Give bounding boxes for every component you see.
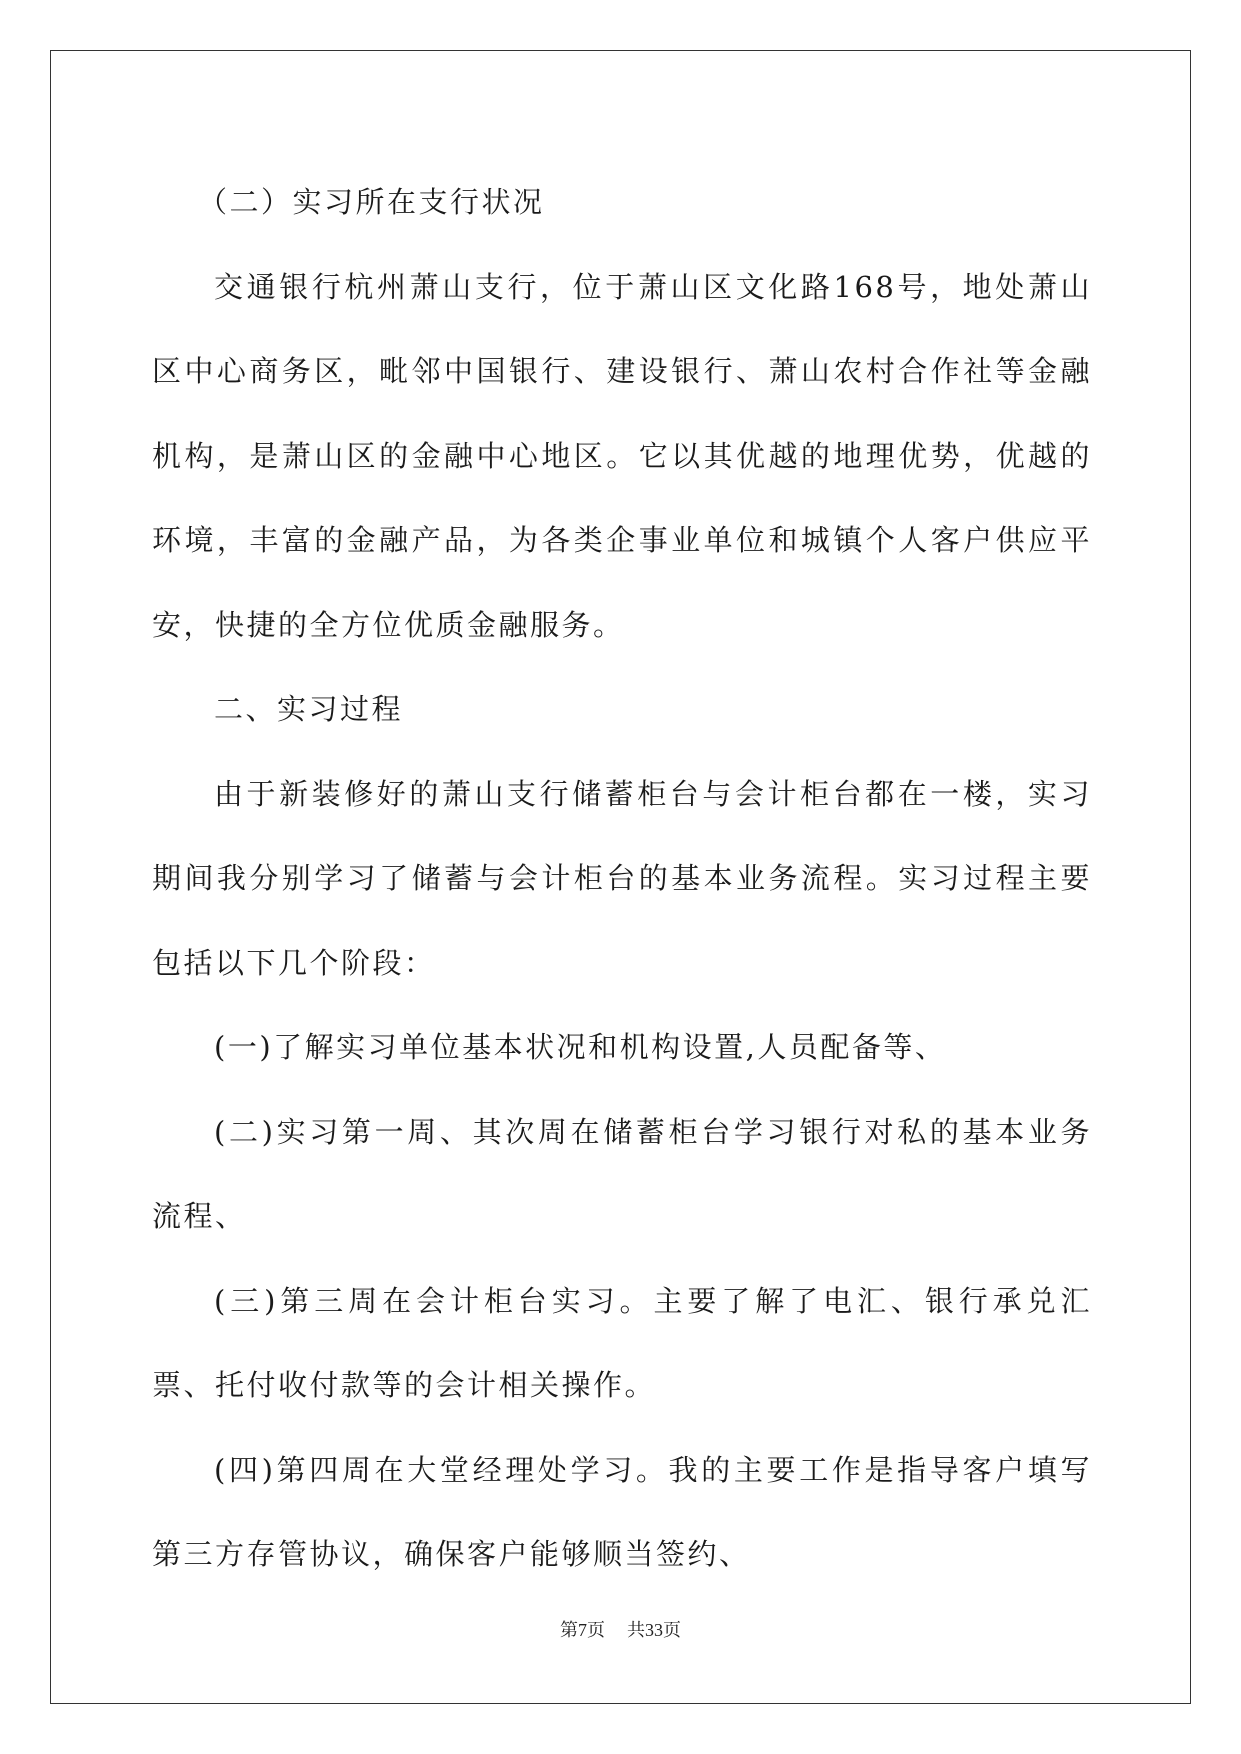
paragraph-process-intro: 由于新装修好的萧山支行储蓄柜台与会计柜台都在一楼，实习期间我分别学习了储蓄与会计柜台的基本业务流程。实习过程主要包括以下几个阶段：	[152, 776, 1092, 980]
subheading-branch-status: （二）实习所在支行状况	[198, 185, 545, 219]
paragraph-stage-4: (四)第四周在大堂经理处学习。我的主要工作是指导客户填写第三方存管协议，确保客户能够顺当签约、	[152, 1452, 1092, 1571]
paragraph-branch-intro: 交通银行杭州萧山支行，位于萧山区文化路168号，地处萧山区中心商务区，毗邻中国银行、建设银行、萧山农村合作社等金融机构，是萧山区的金融中心地区。它以其优越的地理优势，优越的环境，丰富的金融产品，为各类企事业单位和城镇个人客户供应平安，快捷的全方位优质金融服务。	[152, 269, 1092, 642]
paragraph-stage-3: (三)第三周在会计柜台实习。主要了解了电汇、银行承兑汇票、托付收付款等的会计相关操作。	[152, 1283, 1092, 1402]
page-number: 第7页	[560, 1620, 605, 1640]
paragraph-stage-1: (一)了解实习单位基本状况和机构设置,人员配备等、	[214, 1030, 947, 1064]
document-body	[152, 160, 1092, 1597]
paragraph-stage-2: (二)实习第一周、其次周在储蓄柜台学习银行对私的基本业务流程、	[152, 1114, 1092, 1233]
section-title-internship-process: 二、实习过程	[214, 692, 404, 726]
total-pages: 共33页	[627, 1620, 681, 1640]
page-footer	[0, 1616, 1241, 1642]
